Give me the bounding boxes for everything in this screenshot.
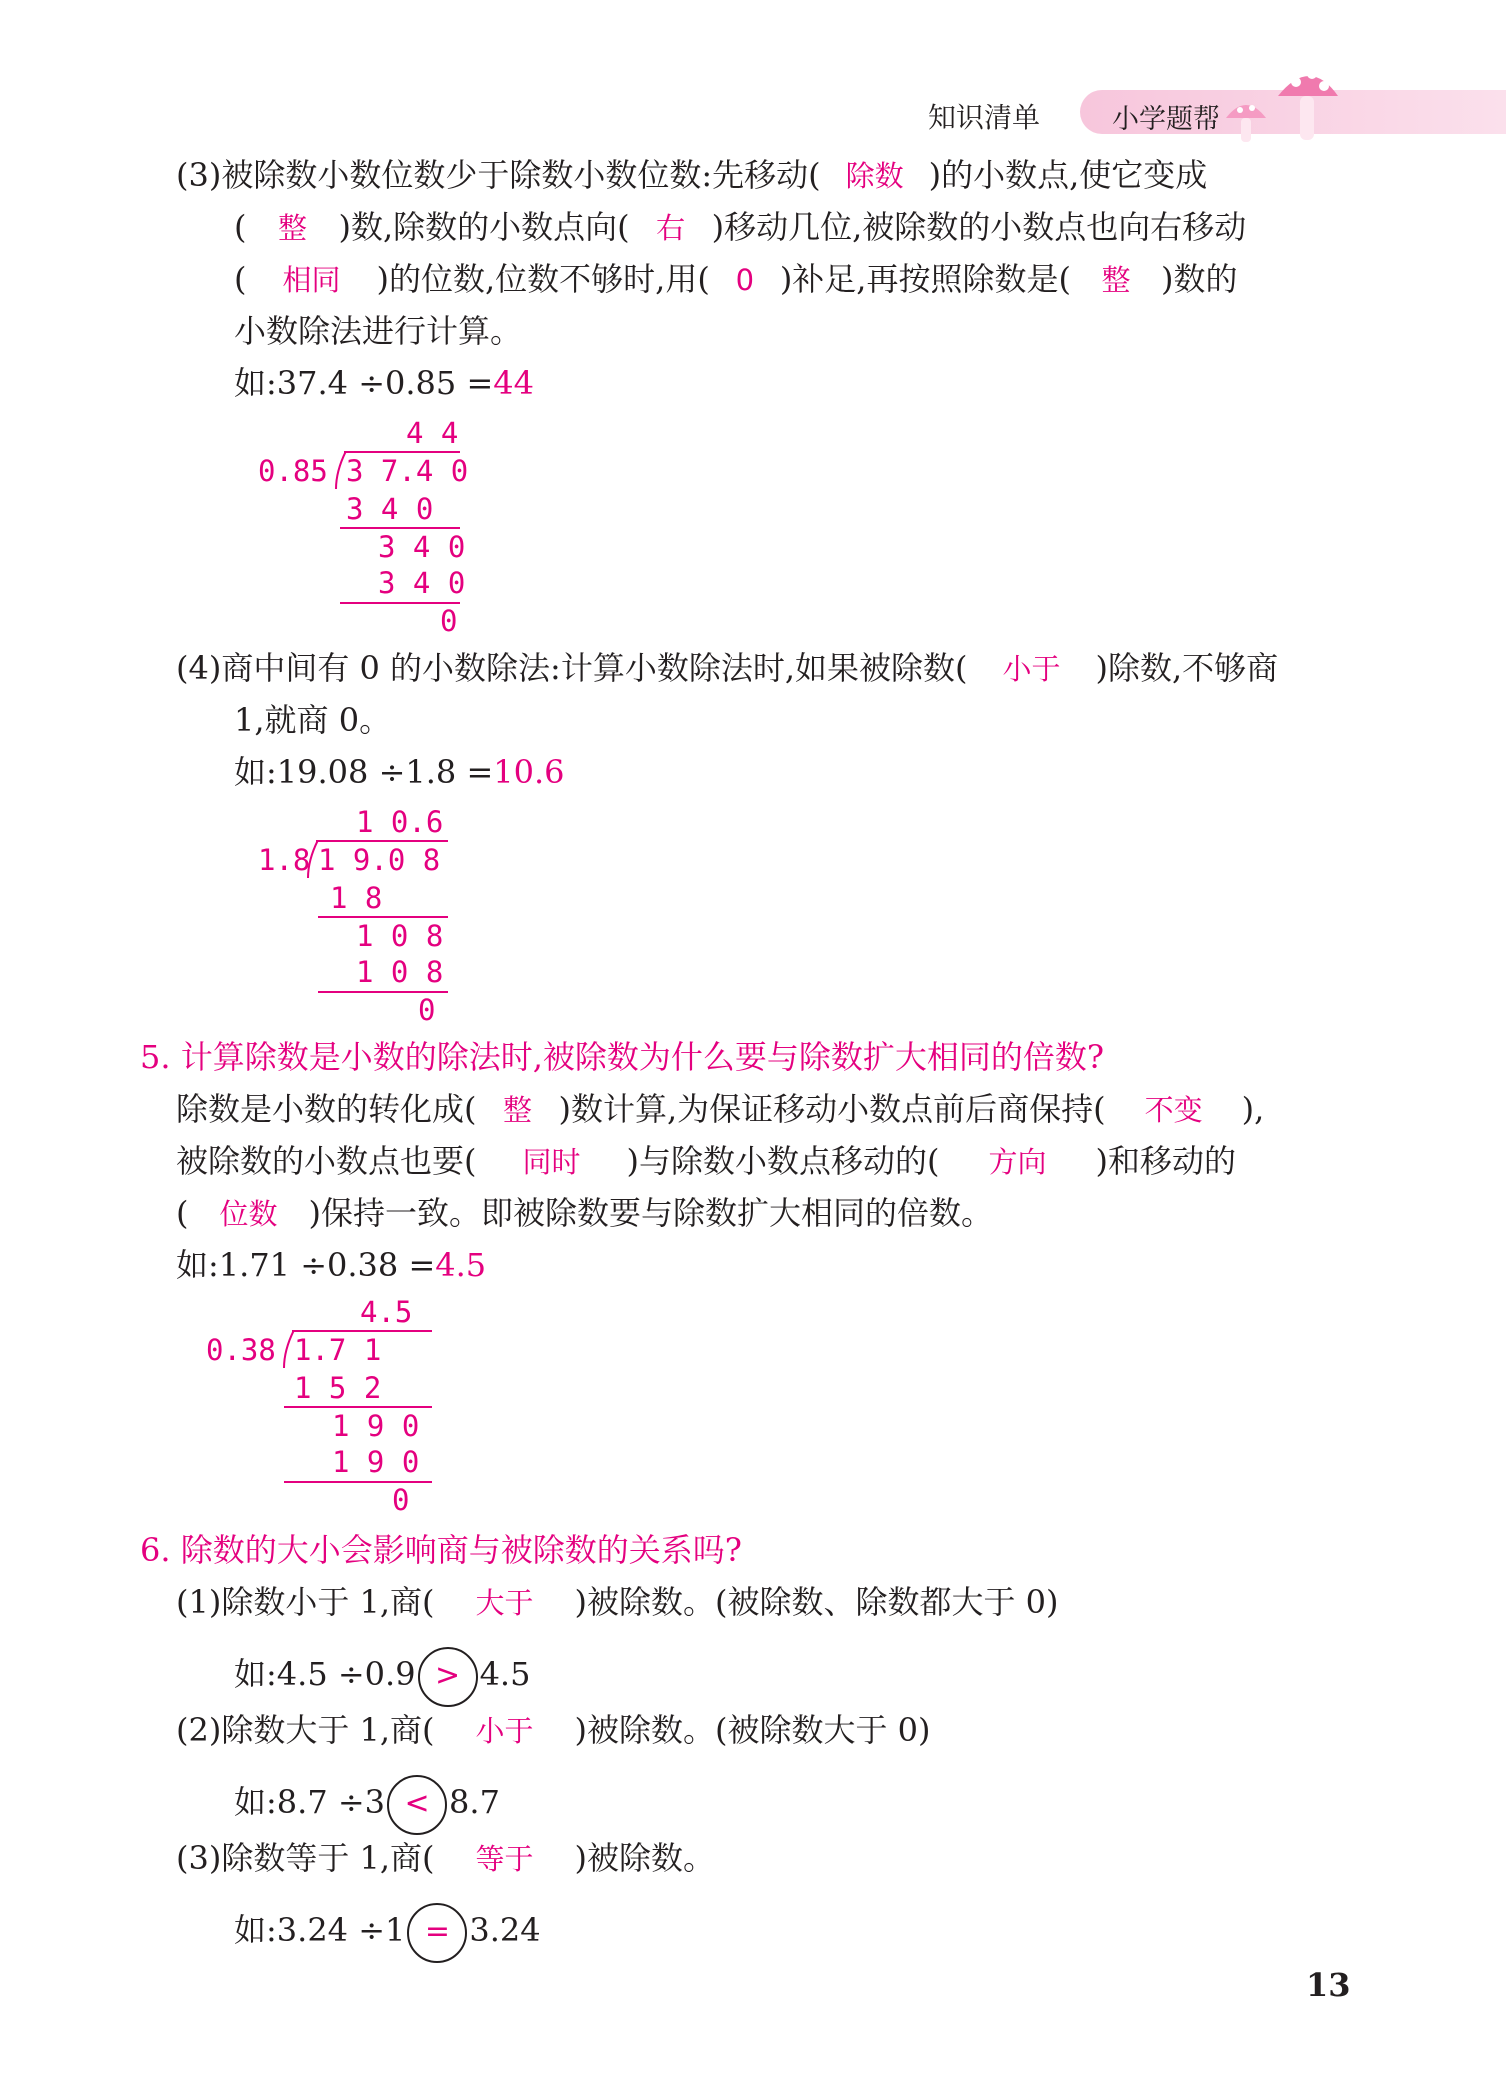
answer-blank: 小于	[1002, 652, 1061, 686]
quotient: 4.5	[360, 1295, 413, 1329]
sec3-example: 如:37.4 ÷0.85 =44	[234, 364, 534, 402]
answer-blank: 位数	[219, 1197, 278, 1231]
answer-blank: 不变	[1144, 1093, 1203, 1127]
quotient: 1 0.6	[356, 805, 444, 839]
mushroom-icon	[1220, 56, 1340, 146]
answer-blank: 大于	[475, 1586, 534, 1620]
header-right-title: 小学题帮	[1112, 104, 1220, 135]
q6-example3: 如:3.24 ÷1 = 3.24	[234, 1898, 541, 1963]
sec4-example: 如:19.08 ÷1.8 =10.6	[234, 753, 565, 791]
quotient: 4 4	[406, 416, 459, 450]
q5-line1: 除数是小数的转化成( 整 )数计算,为保证移动小数点前后商保持( 不变 ),	[176, 1090, 1265, 1128]
q6-example2: 如:8.7 ÷3 < 8.7	[234, 1770, 500, 1835]
q6-part2: (2)除数大于 1,商( 小于 )被除数。(被除数大于 0)	[176, 1711, 931, 1749]
answer-blank: 除数	[845, 159, 904, 193]
answer-blank: 0	[735, 263, 755, 297]
q6-part3: (3)除数等于 1,商( 等于 )被除数。	[176, 1839, 716, 1877]
q5-line2: 被除数的小数点也要( 同时 )与除数小数点移动的( 方向 )和移动的	[176, 1142, 1236, 1180]
answer-blank: 整	[1101, 263, 1131, 297]
q5-example: 如:1.71 ÷0.38 =4.5	[176, 1246, 487, 1284]
question-5-title: 5. 计算除数是小数的除法时,被除数为什么要与除数扩大相同的倍数?	[140, 1038, 1105, 1076]
dividend: 1.7 1	[294, 1333, 382, 1367]
q5-line3: ( 位数 )保持一致。即被除数要与除数扩大相同的倍数。	[176, 1194, 993, 1232]
answer-blank: 方向	[988, 1145, 1047, 1179]
sec4-line1: (4)商中间有 0 的小数除法:计算小数除法时,如果被除数( 小于 )除数,不够商	[176, 649, 1279, 687]
question-6-title: 6. 除数的大小会影响商与被除数的关系吗?	[140, 1531, 742, 1569]
long-division-3: 4.5 0.38 1.7 1 1 5 2 1 9 0 1 9 0 0	[206, 1294, 446, 1516]
sec3-line2: ( 整 )数,除数的小数点向( 右 )移动几位,被除数的小数点也向右移动	[234, 208, 1247, 246]
divisor: 0.85	[258, 454, 328, 488]
answer-blank: 等于	[475, 1842, 534, 1876]
comparison-circle: =	[407, 1903, 467, 1963]
comparison-circle: <	[387, 1775, 447, 1835]
dividend: 1 9.0 8	[318, 843, 441, 877]
sec4-line2: 1,就商 0。	[234, 701, 392, 739]
divisor: 0.38	[206, 1333, 276, 1367]
answer-blank: 右	[656, 211, 686, 245]
dividend: 3 7.4 0	[346, 454, 469, 488]
sec3-line3: ( 相同 )的位数,位数不够时,用( 0 )补足,再按照除数是( 整 )数的	[234, 260, 1238, 298]
answer-blank: 相同	[282, 263, 341, 297]
answer-blank: 整	[277, 211, 307, 245]
header-left-title: 知识清单	[928, 101, 1041, 134]
sec3-line1: (3)被除数小数位数少于除数小数位数:先移动( 除数 )的小数点,使它变成	[176, 156, 1208, 194]
page-number: 13	[1306, 1966, 1351, 2004]
comparison-circle: >	[418, 1647, 478, 1707]
sec3-line4: 小数除法进行计算。	[234, 312, 523, 350]
long-division-1: 4 4 0.85 3 7.4 0 3 4 0 3 4 0 3 4 0 0	[258, 416, 469, 638]
long-division-2: 1 0.6 1.8 1 9.0 8 1 8 1 0 8 1 0 8 0	[258, 804, 478, 1026]
q6-part1: (1)除数小于 1,商( 大于 )被除数。(被除数、除数都大于 0)	[176, 1583, 1059, 1621]
divisor: 1.8	[258, 843, 311, 877]
answer-blank: 小于	[475, 1714, 534, 1748]
q6-example1: 如:4.5 ÷0.9 > 4.5	[234, 1642, 530, 1707]
answer-blank: 同时	[522, 1145, 581, 1179]
answer-blank: 整	[502, 1093, 532, 1127]
